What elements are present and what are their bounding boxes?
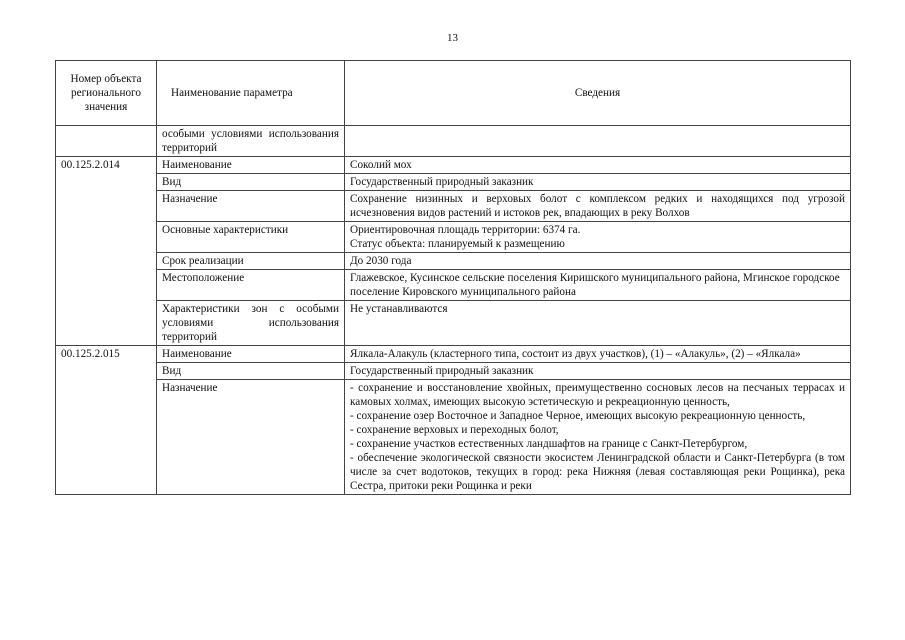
header-object-number: Номер объекта регионального значения [56,61,157,126]
value-cell: Ялкала-Алакуль (кластерного типа, состоит из двух участков), (1) – «Алакуль», (2) – «Ялкала» [345,346,851,363]
header-parameter-name: Наименование параметра [157,61,345,126]
value-cell [345,222,851,253]
table-row [56,363,851,380]
object-id-cell [56,126,157,157]
param-cell: Местоположение [157,270,345,301]
value-cell: Государственный природный заказник [345,363,851,380]
object-id-cell: 00.125.2.015 [56,346,157,495]
param-cell: Вид [157,174,345,191]
bullet-item: - сохранение и восстановление хвойных, преимущественно сосновых лесов на песчаных террасах и камовых холмах, имеющих высокую эстетическую и рекреационную ценность, [350,382,845,408]
table-header-row [56,61,851,126]
value-cell [345,126,851,157]
value-cell: Сохранение низинных и верховых болот с комплексом редких и находящихся под угрозой исчезновения видов растений и истоков рек, впадающих в реку Волхов [345,191,851,222]
table-row [56,380,851,495]
value-cell: Государственный природный заказник [345,174,851,191]
table-row [56,126,851,157]
table-row [56,253,851,270]
table-row [56,346,851,363]
param-cell: Срок реализации [157,253,345,270]
param-cell: Характеристики зон с особыми условиями использования территорий [157,301,345,346]
object-id-cell: 00.125.2.014 [56,157,157,346]
param-cell: Назначение [157,380,345,495]
table-row [56,174,851,191]
value-line: Статус объекта: планируемый к размещению [350,238,565,250]
param-cell: Назначение [157,191,345,222]
page-number: 13 [447,32,458,44]
param-cell: Наименование [157,157,345,174]
objects-table [55,60,851,495]
table-row [56,270,851,301]
param-cell: Вид [157,363,345,380]
bullet-item: - сохранение озер Восточное и Западное Черное, имеющих высокую рекреационную ценность, [350,410,806,422]
value-cell: До 2030 года [345,253,851,270]
value-line: Ориентировочная площадь территории: 6374 га. [350,224,581,236]
value-cell: Соколий мох [345,157,851,174]
bullet-item: - обеспечение экологической связности экосистем Ленинградской области и Санкт-Петербурга (в том числе за счет водотоков, текущих в город: река Нижняя (левая составляющая реки Рощинка), река Сестра, притоки реки Рощинка и реки [350,452,845,492]
table-row [56,222,851,253]
value-cell: Глажевское, Кусинское сельские поселения Киришского муниципального района, Мгинское городское поселение Кировского муниципального района [345,270,851,301]
bullet-item: - сохранение верховых и переходных болот, [350,424,559,436]
table-row [56,157,851,174]
param-cell: особыми условиями использования территорий [157,126,345,157]
param-cell: Основные характеристики [157,222,345,253]
param-cell: Наименование [157,346,345,363]
header-details: Сведения [345,61,851,126]
table-row [56,191,851,222]
value-cell: Не устанавливаются [345,301,851,346]
value-cell [345,380,851,495]
table-row [56,301,851,346]
bullet-item: - сохранение участков естественных ландшафтов на границе с Санкт-Петербургом, [350,438,748,450]
